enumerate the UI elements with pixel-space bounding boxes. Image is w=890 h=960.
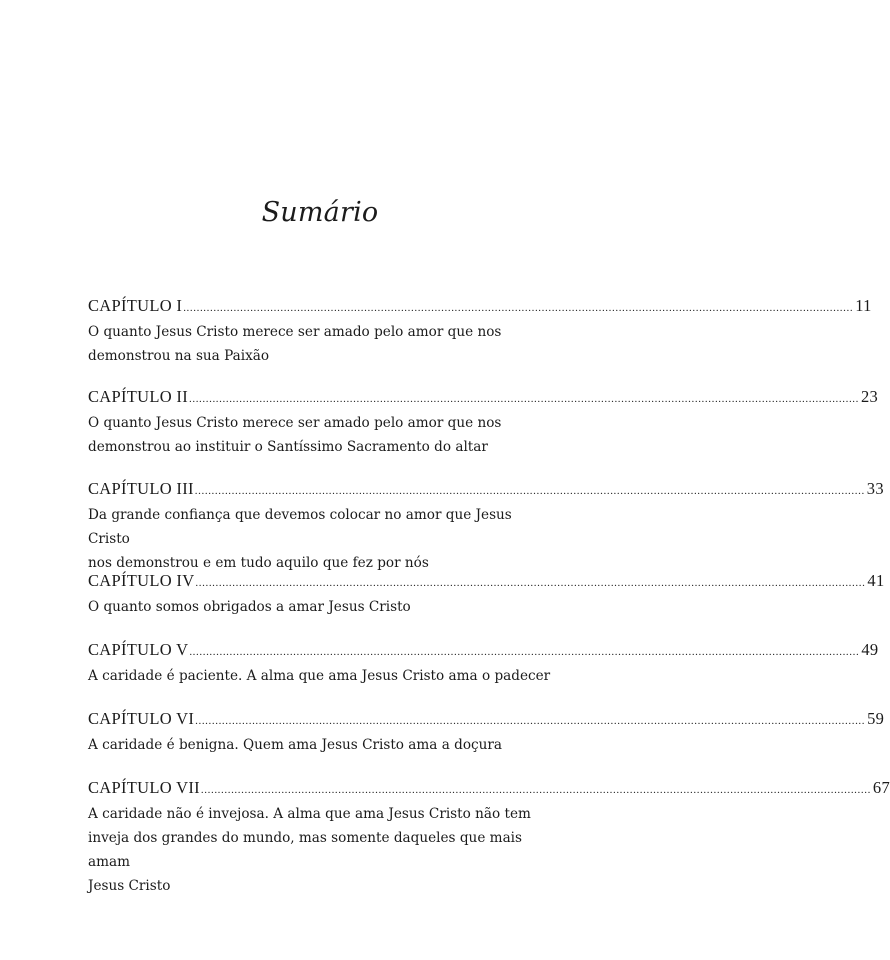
chapter-description — [88, 802, 552, 898]
description-line: O quanto Jesus Cristo merece ser amado pelo amor que nos — [88, 415, 502, 431]
dot-leader: ........................................................................................................................................................................................................ — [195, 715, 866, 727]
toc-entry-chapter-1[interactable] — [88, 293, 872, 368]
dot-leader: ........................................................................................................................................................................................................ — [194, 485, 865, 497]
toc-entry-heading — [88, 476, 884, 502]
chapter-label: CAPÍTULO VII — [88, 778, 200, 797]
description-line: Da grande confiança que devemos colocar no amor que Jesus Cristo — [88, 507, 512, 547]
chapter-label: CAPÍTULO III — [88, 479, 194, 498]
chapter-description — [88, 664, 552, 688]
chapter-label: CAPÍTULO I — [88, 296, 183, 315]
page-number: 41 — [867, 571, 885, 590]
dot-leader: ........................................................................................................................................................................................................ — [200, 784, 871, 796]
chapter-description — [88, 503, 552, 575]
toc-entry-chapter-7[interactable] — [88, 775, 890, 898]
toc-entry-chapter-6[interactable] — [88, 706, 885, 757]
page-number: 33 — [866, 479, 884, 498]
toc-entry-chapter-2[interactable] — [88, 384, 879, 459]
toc-entry-heading — [88, 568, 885, 594]
chapter-description — [88, 733, 552, 757]
description-line: demonstrou ao instituir o Santíssimo Sacramento do altar — [88, 439, 488, 455]
dot-leader: ........................................................................................................................................................................................................ — [189, 393, 859, 405]
toc-entry-chapter-3[interactable] — [88, 476, 884, 575]
description-line: demonstrou na sua Paixão — [88, 348, 270, 364]
page-number: 49 — [861, 640, 879, 659]
description-line: O quanto Jesus Cristo merece ser amado pelo amor que nos — [88, 324, 502, 340]
chapter-description — [88, 595, 552, 619]
toc-entry-heading — [88, 637, 879, 663]
description-line: A caridade é benigna. Quem ama Jesus Cristo ama a doçura — [88, 737, 502, 753]
toc-entry-chapter-5[interactable] — [88, 637, 879, 688]
description-line: Jesus Cristo — [88, 878, 171, 894]
chapter-label: CAPÍTULO VI — [88, 709, 195, 728]
toc-entry-heading — [88, 706, 885, 732]
toc-entry-heading — [88, 775, 890, 801]
toc-entry-heading — [88, 384, 879, 410]
page-number: 67 — [872, 778, 890, 797]
toc-entry-chapter-4[interactable] — [88, 568, 885, 619]
dot-leader: ........................................................................................................................................................................................................ — [195, 577, 866, 589]
page-number: 59 — [867, 709, 885, 728]
chapter-description — [88, 411, 552, 459]
page-title: Sumário — [261, 197, 379, 228]
chapter-label: CAPÍTULO V — [88, 640, 189, 659]
page-number: 11 — [855, 296, 872, 315]
toc-entry-heading — [88, 293, 872, 319]
chapter-label: CAPÍTULO IV — [88, 571, 195, 590]
description-line: nos demonstrou e em tudo aquilo que fez por nós — [88, 555, 429, 571]
chapter-label: CAPÍTULO II — [88, 387, 188, 406]
dot-leader: ........................................................................................................................................................................................................ — [183, 302, 854, 314]
description-line: A caridade é paciente. A alma que ama Jesus Cristo ama o padecer — [88, 668, 551, 684]
description-line: inveja dos grandes do mundo, mas somente daqueles que mais amam — [88, 830, 522, 870]
page-number: 23 — [861, 387, 879, 406]
chapter-description — [88, 320, 552, 368]
description-line: A caridade não é invejosa. A alma que ama Jesus Cristo não tem — [88, 806, 531, 822]
dot-leader: ........................................................................................................................................................................................................ — [189, 646, 860, 658]
description-line: O quanto somos obrigados a amar Jesus Cristo — [88, 599, 411, 615]
